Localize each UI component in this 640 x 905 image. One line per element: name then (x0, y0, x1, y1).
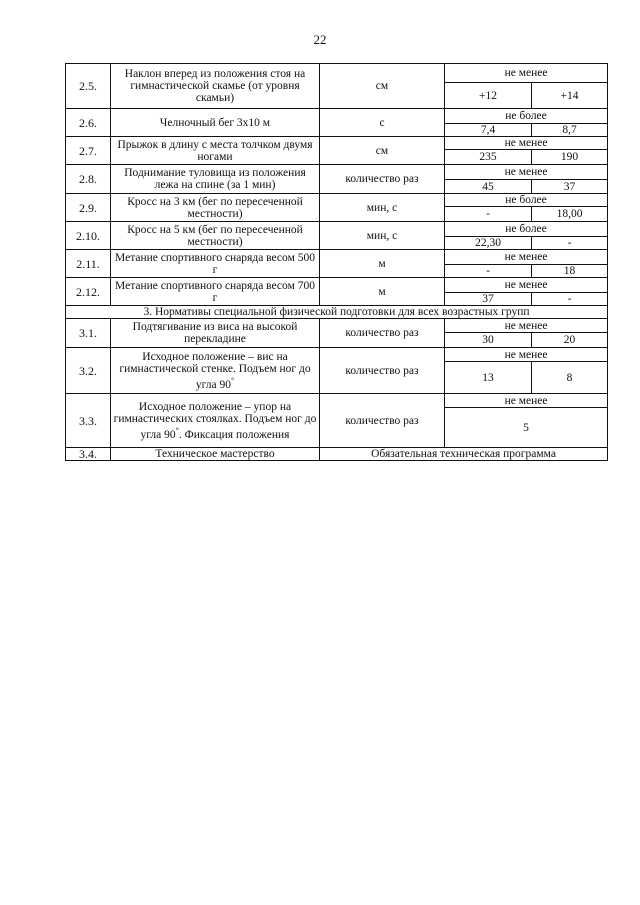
exercise-name: Челночный бег 3x10 м (111, 109, 320, 137)
exercise-name: Кросс на 3 км (бег по пересеченной местности) (111, 194, 320, 222)
value-first: 30 (445, 333, 532, 348)
unit: количество раз (320, 394, 445, 448)
value-second: 18,00 (532, 207, 608, 222)
exercise-name: Метание спортивного снаряда весом 500 г (111, 250, 320, 278)
unit: количество раз (320, 348, 445, 394)
page-number: 22 (313, 32, 327, 47)
row-number: 2.6. (66, 109, 111, 137)
exercise-name (111, 394, 320, 448)
unit: количество раз (320, 319, 445, 348)
exercise-name-tail: . Фиксация положения (178, 428, 290, 441)
value-first: +12 (445, 83, 532, 109)
value-second: - (532, 293, 608, 306)
condition: не менее (445, 64, 608, 83)
unit: мин, с (320, 222, 445, 250)
value-second: - (532, 237, 608, 250)
exercise-name: Метание спортивного снаряда весом 700 г (111, 278, 320, 306)
unit: мин, с (320, 194, 445, 222)
value-first: 7,4 (445, 124, 532, 137)
condition: не менее (445, 278, 608, 293)
unit: с (320, 109, 445, 137)
row-number: 2.10. (66, 222, 111, 250)
row-number: 3.2. (66, 348, 111, 394)
value-first: - (445, 265, 532, 278)
exercise-name: Подтягивание из виса на высокой перекладине (111, 319, 320, 348)
value-first: - (445, 207, 532, 222)
unit: м (320, 250, 445, 278)
condition: не менее (445, 394, 608, 408)
row-number: 3.1. (66, 319, 111, 348)
normatives-table (65, 63, 608, 461)
condition: не менее (445, 165, 608, 180)
row-number: 2.8. (66, 165, 111, 194)
exercise-name: Поднимание туловища из положения лежа на спине (за 1 мин) (111, 165, 320, 194)
value: 5 (445, 408, 608, 448)
condition: не менее (445, 319, 608, 333)
condition: не менее (445, 250, 608, 265)
row-number: 2.7. (66, 137, 111, 165)
section-3-heading: 3. Нормативы специальной физической подготовки для всех возрастных групп (66, 306, 608, 319)
exercise-name: Исходное положение – упор на гимнастических стоялках. Подъем ног до угла 90 (113, 400, 317, 441)
value-first: 13 (445, 362, 532, 394)
value-first: 45 (445, 180, 532, 194)
row-number: 2.9. (66, 194, 111, 222)
exercise-name (111, 348, 320, 394)
value-second: 8,7 (532, 124, 608, 137)
value-second: 20 (532, 333, 608, 348)
technical-program: Обязательная техническая программа (320, 448, 608, 461)
exercise-name: Кросс на 5 км (бег по пересеченной местности) (111, 222, 320, 250)
degree-sign: ° (175, 425, 179, 435)
value-first: 235 (445, 150, 532, 165)
value-second: 37 (532, 180, 608, 194)
value-second: 8 (532, 362, 608, 394)
row-number: 3.3. (66, 394, 111, 448)
exercise-name: Исходное положение – вис на гимнастической стенке. Подъем ног до угла 90 (119, 350, 311, 391)
condition: не менее (445, 137, 608, 150)
unit: количество раз (320, 165, 445, 194)
exercise-name: Прыжок в длину с места толчком двумя ногами (111, 137, 320, 165)
condition: не менее (445, 348, 608, 362)
unit: м (320, 278, 445, 306)
value-first: 22,30 (445, 237, 532, 250)
unit: см (320, 137, 445, 165)
condition: не более (445, 109, 608, 124)
condition: не более (445, 194, 608, 207)
value-second: +14 (532, 83, 608, 109)
value-second: 190 (532, 150, 608, 165)
row-number: 3.4. (66, 448, 111, 461)
unit: см (320, 64, 445, 109)
condition: не более (445, 222, 608, 237)
row-number: 2.5. (66, 64, 111, 109)
exercise-name: Техническое мастерство (111, 448, 320, 461)
degree-sign: ° (230, 375, 235, 385)
value-second: 18 (532, 265, 608, 278)
exercise-name: Наклон вперед из положения стоя на гимнастической скамье (от уровня скамьи) (111, 64, 320, 109)
value-first: 37 (445, 293, 532, 306)
row-number: 2.12. (66, 278, 111, 306)
row-number: 2.11. (66, 250, 111, 278)
